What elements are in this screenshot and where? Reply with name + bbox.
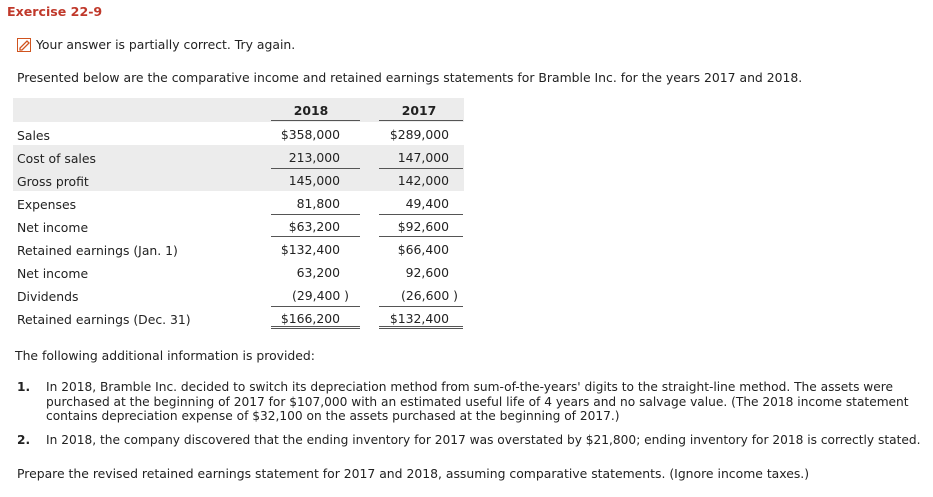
row-label: Sales [17, 128, 50, 143]
value-2017: (26,600 ) [401, 288, 458, 303]
prepare-instructions: Prepare the revised retained earnings statement for 2017 and 2018, assuming comparative statements. (Ignore income taxes.) [17, 466, 810, 481]
row-label: Net income [17, 220, 89, 235]
row-label: Gross profit [17, 174, 89, 189]
answer-status [17, 37, 295, 52]
value-2017: 147,000 [397, 150, 449, 165]
table-row [13, 306, 464, 329]
exercise-title: Exercise 22-9 [7, 4, 103, 19]
status-text: Your answer is partially correct. Try again. [36, 37, 296, 52]
row-label: Retained earnings (Jan. 1) [17, 243, 178, 258]
value-2017: 142,000 [397, 173, 449, 188]
value-2017: 49,400 [405, 196, 449, 211]
row-label: Dividends [17, 289, 79, 304]
header-2017: 2017 [401, 103, 437, 118]
value-2018: $166,200 [280, 311, 340, 326]
item-text: In 2018, the company discovered that the ending inventory for 2017 was overstated by $21,800; ending inventory for 2018 is correctly stated. [46, 433, 921, 447]
partially-correct-icon [17, 38, 31, 52]
item-text: In 2018, Bramble Inc. decided to switch its depreciation method from sum-of-the-years' digits to the straight-line method. The assets were purchased at the beginning of 2017 for $107,000 with an estimated useful life of 4 years and no salvage value. (The 2018 income statement contains depreciation expense of $32,100 on the assets purchased at the beginning of 2017.) [46, 380, 909, 423]
value-2018: $63,200 [288, 219, 340, 234]
table-row [13, 191, 464, 214]
row-label: Cost of sales [17, 151, 96, 166]
value-2017: $289,000 [389, 127, 449, 142]
item-number: 1. [17, 380, 31, 394]
value-2018: $132,400 [280, 242, 340, 257]
value-2018: 145,000 [288, 173, 340, 188]
value-2017: $132,400 [389, 311, 449, 326]
row-label: Net income [17, 266, 89, 281]
header-2018: 2018 [293, 103, 329, 118]
table-row [13, 168, 464, 191]
table-row [13, 122, 464, 145]
table-row [13, 237, 464, 260]
value-2018: 63,200 [296, 265, 340, 280]
value-2018: 81,800 [296, 196, 340, 211]
value-2017: 92,600 [405, 265, 449, 280]
row-label: Expenses [17, 197, 77, 212]
table-header [13, 98, 464, 122]
additional-info-heading: The following additional information is provided: [15, 348, 315, 363]
value-2017: $66,400 [397, 242, 449, 257]
intro-text: Presented below are the comparative income and retained earnings statements for Bramble Inc. for the years 2017 and 2018. [17, 70, 803, 85]
value-2018: $358,000 [280, 127, 340, 142]
table-row [13, 145, 464, 168]
table-row [13, 283, 464, 306]
value-2018: (29,400 ) [292, 288, 349, 303]
table-row [13, 260, 464, 283]
value-2018: 213,000 [288, 150, 340, 165]
item-number: 2. [17, 433, 31, 447]
value-2017: $92,600 [397, 219, 449, 234]
row-label: Retained earnings (Dec. 31) [17, 312, 191, 327]
table-row [13, 214, 464, 237]
comparative-statements-table [13, 98, 464, 329]
